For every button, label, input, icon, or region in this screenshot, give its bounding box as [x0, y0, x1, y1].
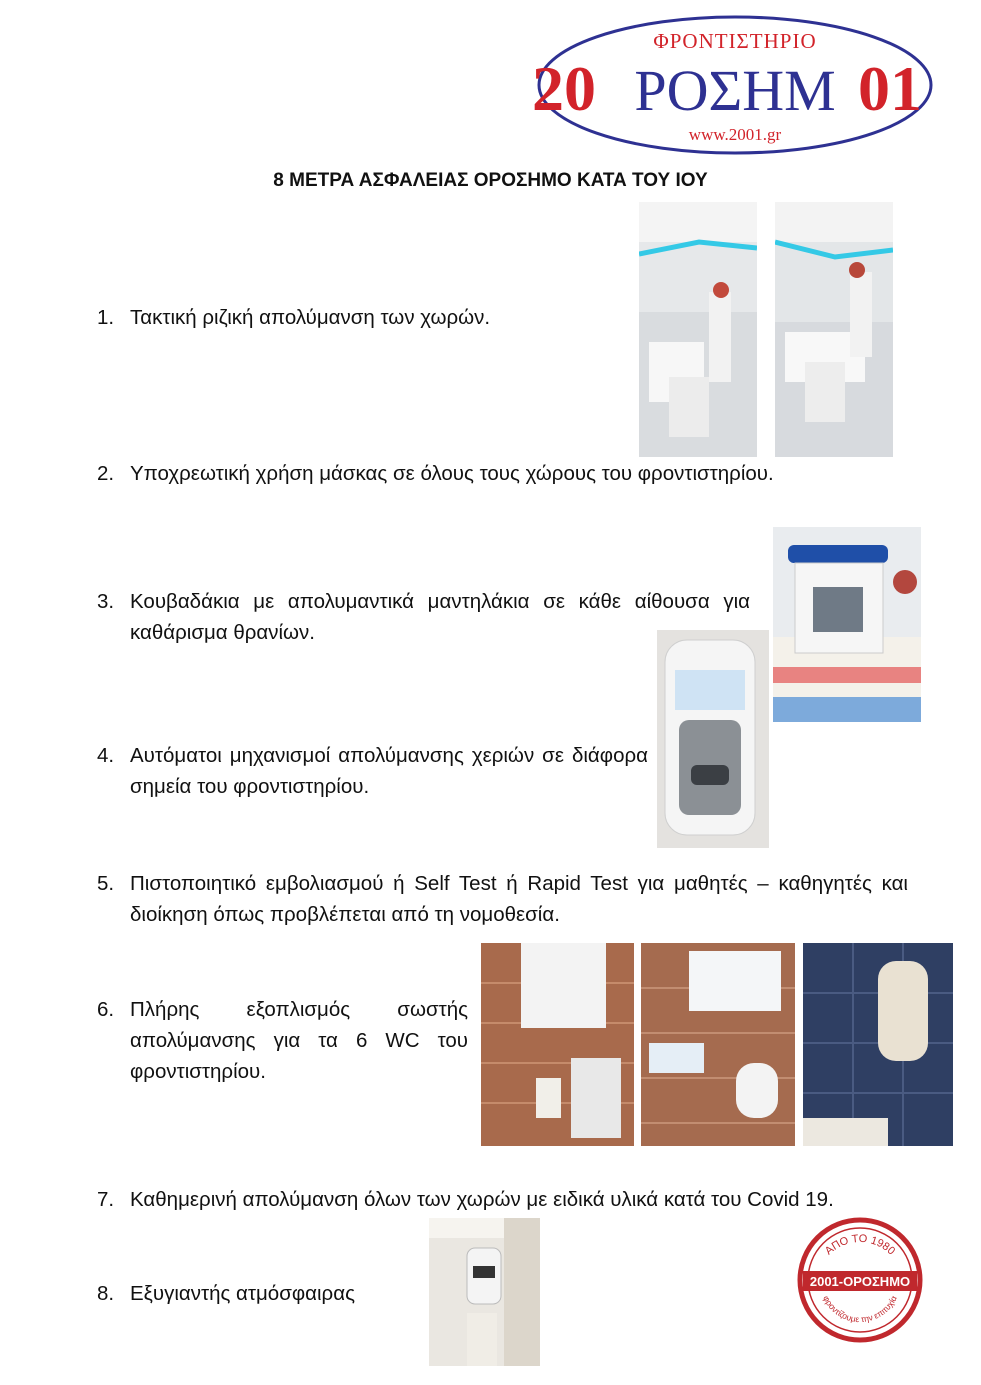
item-number: 6.	[97, 998, 115, 1021]
disinfection-photo-1	[639, 202, 757, 457]
item-number: 7.	[97, 1188, 115, 1211]
stamp-top-text: ΑΠΟ ΤΟ 1980	[822, 1232, 898, 1258]
item-text: Καθημερινή απολύμανση όλων των χωρών με ειδικά υλικά κατά του Covid 19.	[130, 1188, 834, 1211]
stamp-middle-text: 2001-ΟΡΟΣΗΜΟ	[809, 1274, 911, 1289]
wc-photo-3	[803, 943, 953, 1146]
wipes-bucket-photo	[773, 527, 921, 722]
wc-photo-1	[481, 943, 634, 1146]
disinfection-photo-2	[775, 202, 893, 457]
item-text: Αυτόματοι μηχανισμοί απολύμανσης χεριών σε διάφορα σημεία του φροντιστηρίου.	[130, 744, 648, 798]
brand-logo	[530, 10, 940, 160]
logo-top-text: ΦΡΟΝΤΙΣΤΗΡΙΟ	[653, 29, 817, 53]
logo-url: www.2001.gr	[688, 125, 782, 144]
item-text: Πιστοποιητικό εμβολιασμού ή Self Test ή Rapid Test για μαθητές – καθηγητές και διοίκηση όπως προβλέπεται από τη νομοθεσία.	[130, 872, 908, 926]
item-text: Τακτική ριζική απολύμανση των χωρών.	[130, 306, 491, 329]
svg-text:ΑΠΟ ΤΟ 1980	[823, 1233, 897, 1258]
svg-text:φροντίζουμε την επιτυχία	[821, 1294, 899, 1324]
item-text: Υποχρεωτική χρήση μάσκας σε όλους τους χώρους του φροντιστηρίου.	[130, 462, 774, 485]
page-title: 8 ΜΕΤΡΑ ΑΣΦΑΛΕΙΑΣ ΟΡΟΣΗΜΟ ΚΑΤΑ ΤΟΥ ΙΟΥ	[273, 170, 708, 191]
item-number: 2.	[97, 462, 115, 485]
air-freshener-photo	[429, 1218, 540, 1366]
item-number: 1.	[97, 306, 115, 329]
logo-left-number: 20	[532, 53, 596, 124]
item-text: Εξυγιαντής ατμόσφαιρας	[130, 1282, 355, 1305]
stamp-bottom-text: φροντίζουμε την επιτυχία	[821, 1293, 899, 1325]
hand-sanitizer-dispenser-photo	[657, 630, 769, 848]
logo-right-number: 01	[858, 53, 922, 124]
logo-brand: ΡΟΣΗΜ	[634, 58, 836, 123]
stamp-seal	[795, 1215, 925, 1345]
item-number: 3.	[97, 590, 115, 613]
item-text: Πλήρης εξοπλισμός σωστής απολύμανσης για τα 6 WC του φροντιστηρίου.	[130, 998, 468, 1083]
item-number: 5.	[97, 872, 115, 895]
wc-photo-2	[641, 943, 795, 1146]
item-number: 4.	[97, 744, 115, 767]
item-text: Κουβαδάκια με απολυμαντικά μαντηλάκια σε κάθε αίθουσα για καθάρισμα θρανίων.	[130, 590, 750, 644]
item-number: 8.	[97, 1282, 115, 1305]
